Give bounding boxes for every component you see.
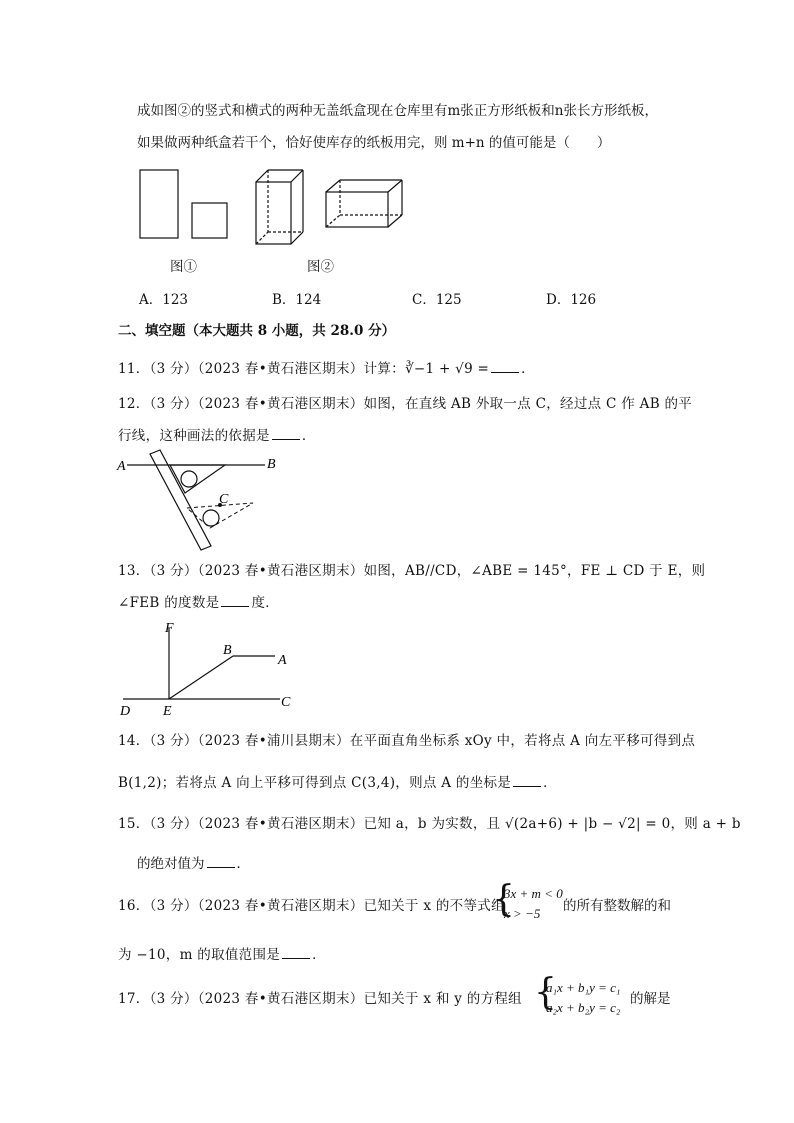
q11-answer-blank[interactable] <box>491 362 519 373</box>
q12-line-2: 行线，这种画法的依据是 <box>118 428 270 444</box>
option-b: B．124 <box>272 292 322 308</box>
q16-suffix: 的所有整数解的和 <box>563 898 671 914</box>
q16-prefix: 16．（3 分）（2023 春•黄石港区期末）已知关于 x 的不等式组 <box>118 898 505 914</box>
q12-line-1: 12．（3 分）（2023 春•黄石港区期末）如图，在直线 AB 外取一点 C，经过点 C 作 AB 的平 <box>118 396 693 412</box>
q17-suffix: 的解是 <box>630 991 671 1007</box>
q17-brace: { <box>534 972 557 1013</box>
q15-answer-blank[interactable] <box>207 857 235 868</box>
option-d: D．126 <box>546 292 597 308</box>
label-a: A <box>117 459 126 474</box>
q11-prefix: 11．（3 分）（2023 春•黄石港区期末）计算： <box>118 361 405 377</box>
q13-answer-blank[interactable] <box>221 596 249 607</box>
option-c: C．125 <box>412 292 462 308</box>
question-15-line-2: 的绝对值为 ． <box>137 856 250 872</box>
section-title: 二、填空题（本大题共 8 小题，共 28.0 分） <box>118 323 396 339</box>
q17-system-2: a₂x + b₂y = c₂ <box>546 1000 621 1015</box>
q14-line-2: B(1,2)；若将点 A 向上平移可得到点 C(3,4)，则点 A 的坐标是 <box>118 775 512 791</box>
option-a: A．123 <box>139 292 189 308</box>
label-c: C <box>281 695 291 710</box>
q14-answer-blank[interactable] <box>513 776 541 787</box>
figure-2-caption: 图② <box>307 259 334 275</box>
q16-answer-blank[interactable] <box>282 948 310 959</box>
long-rectangle <box>140 170 178 238</box>
label-b: B <box>267 457 276 472</box>
q12-figure <box>115 448 285 558</box>
label-e: E <box>163 704 172 718</box>
horizontal-box <box>326 180 402 227</box>
square <box>192 203 227 238</box>
question-13-line-2: ∠FEB 的度数是 度． <box>118 595 280 611</box>
question-11 <box>118 361 535 377</box>
q11-suffix: ． <box>521 361 535 377</box>
vertical-box <box>256 170 303 244</box>
q11-expression: ∛−1 + √9 = <box>404 361 490 377</box>
q16-brace: { <box>492 879 515 920</box>
label-d: D <box>120 704 131 718</box>
question-12-line-2: 行线，这种画法的依据是 ． <box>118 428 316 444</box>
label-c: C <box>219 492 229 507</box>
q12-answer-blank[interactable] <box>272 429 300 440</box>
figure-1-caption: 图① <box>170 259 197 275</box>
q15-line-2: 的绝对值为 <box>137 856 205 872</box>
q16-line-2: 为 −10，m 的取值范围是 <box>118 947 281 963</box>
q17-prefix: 17．（3 分）（2023 春•黄石港区期末）已知关于 x 和 y 的方程组 <box>118 991 522 1007</box>
label-a: A <box>278 653 287 668</box>
q16-system-2: x > −5 <box>504 906 541 921</box>
label-b: B <box>223 643 232 658</box>
q14-line-1: 14．（3 分）（2023 春•浦川县期末）在平面直角坐标系 xOy 中，若将点 A 向左平移可得到点 <box>118 733 696 749</box>
q15-line-1: 15．（3 分）（2023 春•黄石港区期末）已知 a，b 为实数，且 √(2a+6) + |b − √2| = 0，则 a + b <box>118 816 741 832</box>
q13-figure <box>115 618 300 718</box>
q13-line-1: 13．（3 分）（2023 春•黄石港区期末）如图，AB//CD，∠ABE = 145°，FE ⊥ CD 于 E，则 <box>118 563 706 579</box>
question-14-line-2: B(1,2)；若将点 A 向上平移可得到点 C(3,4)，则点 A 的坐标是 ． <box>118 775 557 791</box>
question-16-line-2: 为 −10，m 的取值范围是 ． <box>118 947 326 963</box>
intro-line-1: 成如图②的竖式和横式的两种无盖纸盒现在仓库里有m张正方形纸板和n张长方形纸板， <box>137 103 658 119</box>
intro-line-2: 如果做两种纸盒若干个，恰好使库存的纸板用完，则 m+n 的值可能是（ ） <box>137 135 611 151</box>
q13-line-2: ∠FEB 的度数是 <box>118 595 220 611</box>
line-eb <box>169 656 233 699</box>
label-f: F <box>165 621 174 636</box>
q17-system-1: a₁x + b₁y = c₁ <box>546 980 621 995</box>
q16-system-1: 3x + m < 0 <box>504 886 563 901</box>
